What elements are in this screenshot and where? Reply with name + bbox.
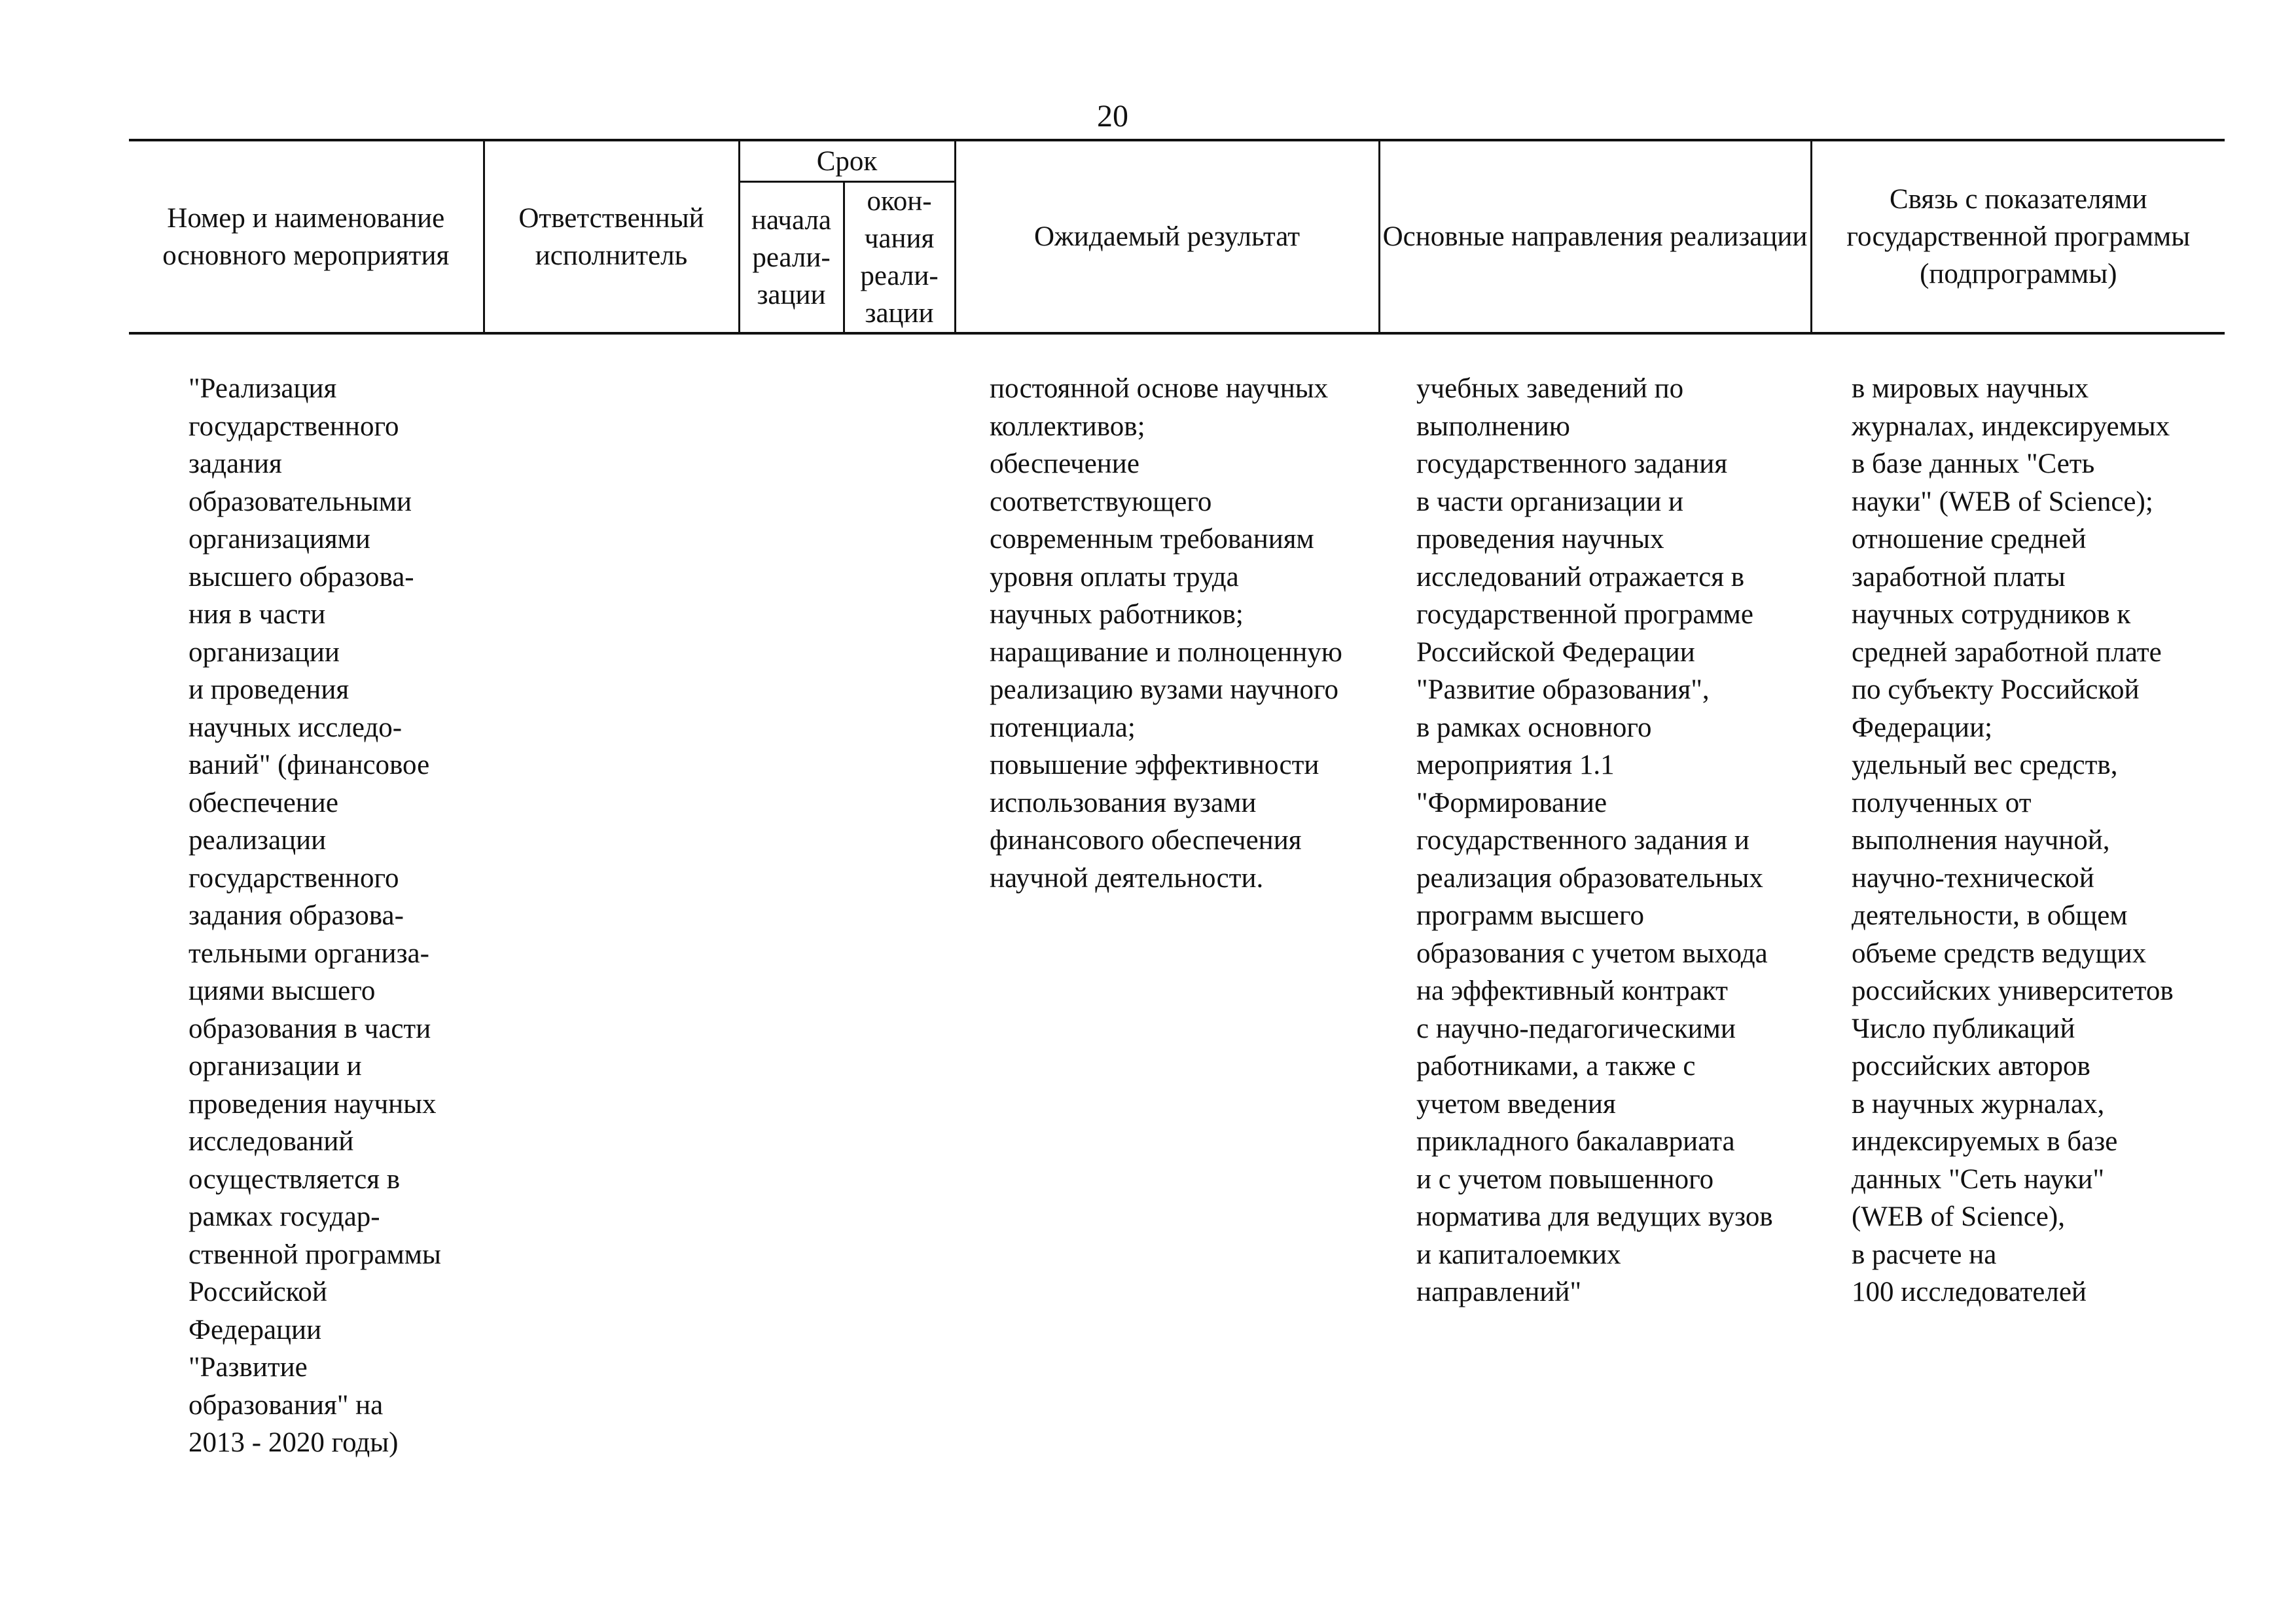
cell-expected-result: постоянной основе научных коллективов; обеспечение соответствующего современным требованиям уровня оплаты труда научных работников; наращивание и полноценную реализацию вузами научного потенциала; повышение эффективности использования вузами финансового обеспечения научной деятельности. xyxy=(990,373,1342,894)
header-main-directions: Основные направления реализации xyxy=(1379,140,1811,333)
table-header xyxy=(129,139,2225,335)
cell-main-directions: учебных заведений по выполнению государственного задания в части организации и проведения научных исследований отражается в государственной программе Российской Федерации "Развитие образования", в рамках основного мероприятия 1.1 "Формирование государственного задания и реализация образовательных программ высшего образования с учетом выхода на эффективный контракт с научно-педагогическими работниками, а также с учетом введения прикладного бакалавриата и с учетом повышенного норматива для ведущих вузов и капиталоемких направлений" xyxy=(1416,373,1773,1307)
cell-activity-name: "Реализация государственного задания образовательными организациями высшего образова- ния в части организации и проведения научных исследо- ваний" (финансовое обеспечение реализации государственного задания образова- тельными организа- циями высшего образования в части организации и проведения научных исследований осуществляется в рамках государ- ственной программы Российской Федерации "Развитие образования" на 2013 - 2020 годы) xyxy=(188,373,441,1458)
header-term-start: начала реали-зации xyxy=(739,182,844,334)
header-term-end: окон-чания реали-зации xyxy=(844,182,955,334)
header-relation: Связь с показателями государственной программы (подпрограммы) xyxy=(1811,140,2225,333)
header-number-name: Номер и наименование основного мероприятия xyxy=(129,140,484,333)
cell-relation: в мировых научных журналах, индексируемых в базе данных "Сеть науки" (WEB of Science); отношение средней заработной платы научных сотрудников к средней заработной плате по субъекту Российской Федерации; удельный вес средств, полученных от выполнения научной, научно-технической деятельности, в общем объеме средств ведущих российских университетов Число публикаций российских авторов в научных журналах, индексируемых в базе данных "Сеть науки" (WEB of Science), в расчете на 100 исследователей xyxy=(1852,373,2174,1307)
page-number: 20 xyxy=(1097,99,1128,134)
header-term: Срок xyxy=(739,140,955,182)
header-executor: Ответственный исполнитель xyxy=(484,140,739,333)
header-expected-result: Ожидаемый результат xyxy=(955,140,1379,333)
